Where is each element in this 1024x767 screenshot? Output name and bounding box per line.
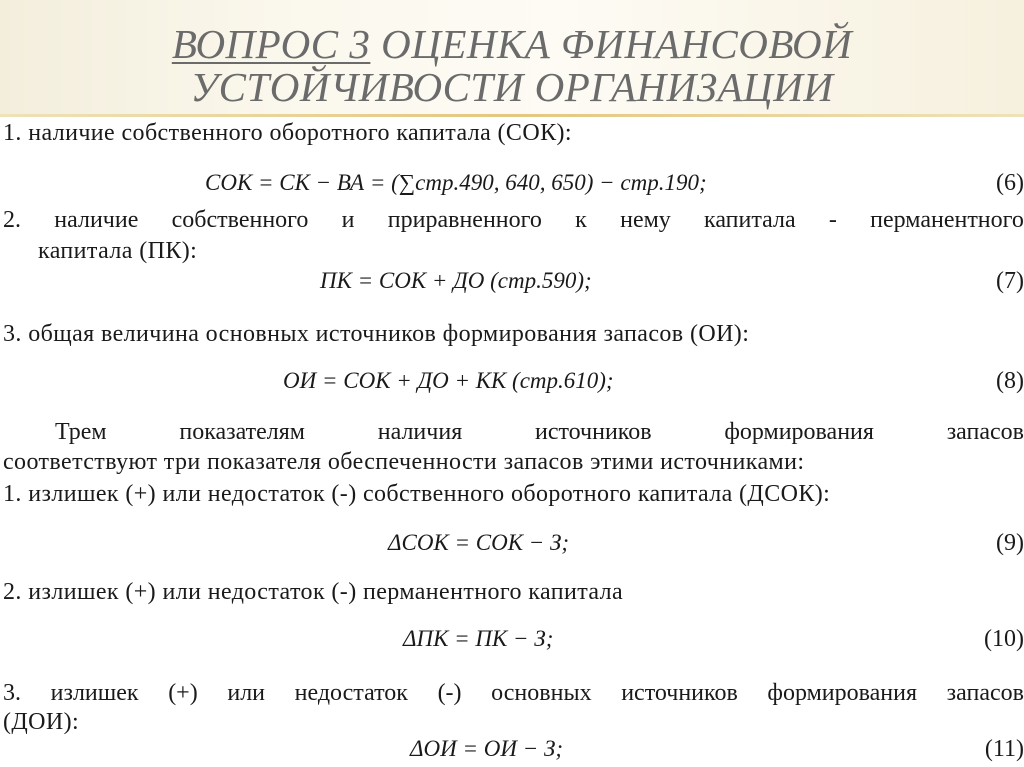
word: или: [227, 680, 266, 706]
formula-9: ΔСОК = СОК − З;: [388, 530, 570, 555]
page-title-line-1: [0, 20, 1024, 68]
word: (-): [437, 680, 462, 706]
formula-7: ПК = СОК + ДО (стр.590);: [320, 268, 592, 293]
paragraph-first-line: [55, 419, 1024, 446]
item-2-text: [3, 207, 1024, 234]
indicator-2-text: 2. излишек (+) или недостаток (-) перманентного капитала: [3, 579, 624, 605]
word: наличия: [377, 419, 463, 445]
item-2-continuation: капитала (ПК):: [38, 238, 198, 264]
title-topic-part-1: ОЦЕНКА ФИНАНСОВОЙ: [370, 21, 853, 67]
word: запасов: [946, 680, 1024, 706]
word: приравненного: [387, 207, 542, 233]
indicator-1-text: 1. излишек (+) или недостаток (-) собственного оборотного капитала (ДСОК):: [3, 481, 831, 507]
word: 3.: [3, 680, 21, 706]
word: показателям: [179, 419, 305, 445]
formula-10: ΔПК = ПК − З;: [403, 626, 554, 651]
word: капитала: [704, 207, 796, 233]
word: основных: [491, 680, 592, 706]
word: Трем: [55, 419, 107, 445]
word: источников: [534, 419, 652, 445]
word: формирования: [724, 419, 874, 445]
page-title-line-2: УСТОЙЧИВОСТИ ОРГАНИЗАЦИИ: [190, 64, 834, 110]
word: 2.: [3, 207, 21, 233]
indicator-3-text: [3, 680, 1024, 707]
word: наличие: [54, 207, 139, 233]
equation-number-10: (10): [984, 626, 1024, 652]
formula-6: СОК = СК − ВА = (∑стр.490, 640, 650) − стр.190;: [205, 170, 707, 195]
title-divider: [0, 114, 1024, 117]
indicator-3-continuation: (ДОИ):: [3, 709, 80, 735]
word: перманентного: [870, 207, 1024, 233]
word: нему: [620, 207, 671, 233]
title-question-number: ВОПРОС 3: [171, 21, 371, 67]
word: -: [828, 207, 837, 233]
paragraph-continuation: соответствуют три показателя обеспеченности запасов этими источниками:: [3, 449, 805, 475]
word: запасов: [946, 419, 1024, 445]
word: недостаток: [294, 680, 408, 706]
word: (+): [168, 680, 198, 706]
word: и: [341, 207, 355, 233]
word: излишек: [50, 680, 139, 706]
word: собственного: [171, 207, 309, 233]
word: к: [575, 207, 587, 233]
word: формирования: [767, 680, 918, 706]
equation-number-9: (9): [996, 530, 1024, 556]
word: источников: [621, 680, 738, 706]
equation-number-6: (6): [996, 170, 1024, 196]
equation-number-11: (11): [984, 736, 1024, 762]
item-3-text: 3. общая величина основных источников формирования запасов (ОИ):: [3, 321, 750, 347]
item-1-text: 1. наличие собственного оборотного капитала (СОК):: [3, 120, 572, 146]
formula-8: ОИ = СОК + ДО + КК (стр.610);: [283, 368, 614, 393]
equation-number-8: (8): [996, 368, 1024, 394]
formula-11: ΔОИ = ОИ − З;: [410, 736, 564, 761]
equation-number-7: (7): [996, 268, 1024, 294]
